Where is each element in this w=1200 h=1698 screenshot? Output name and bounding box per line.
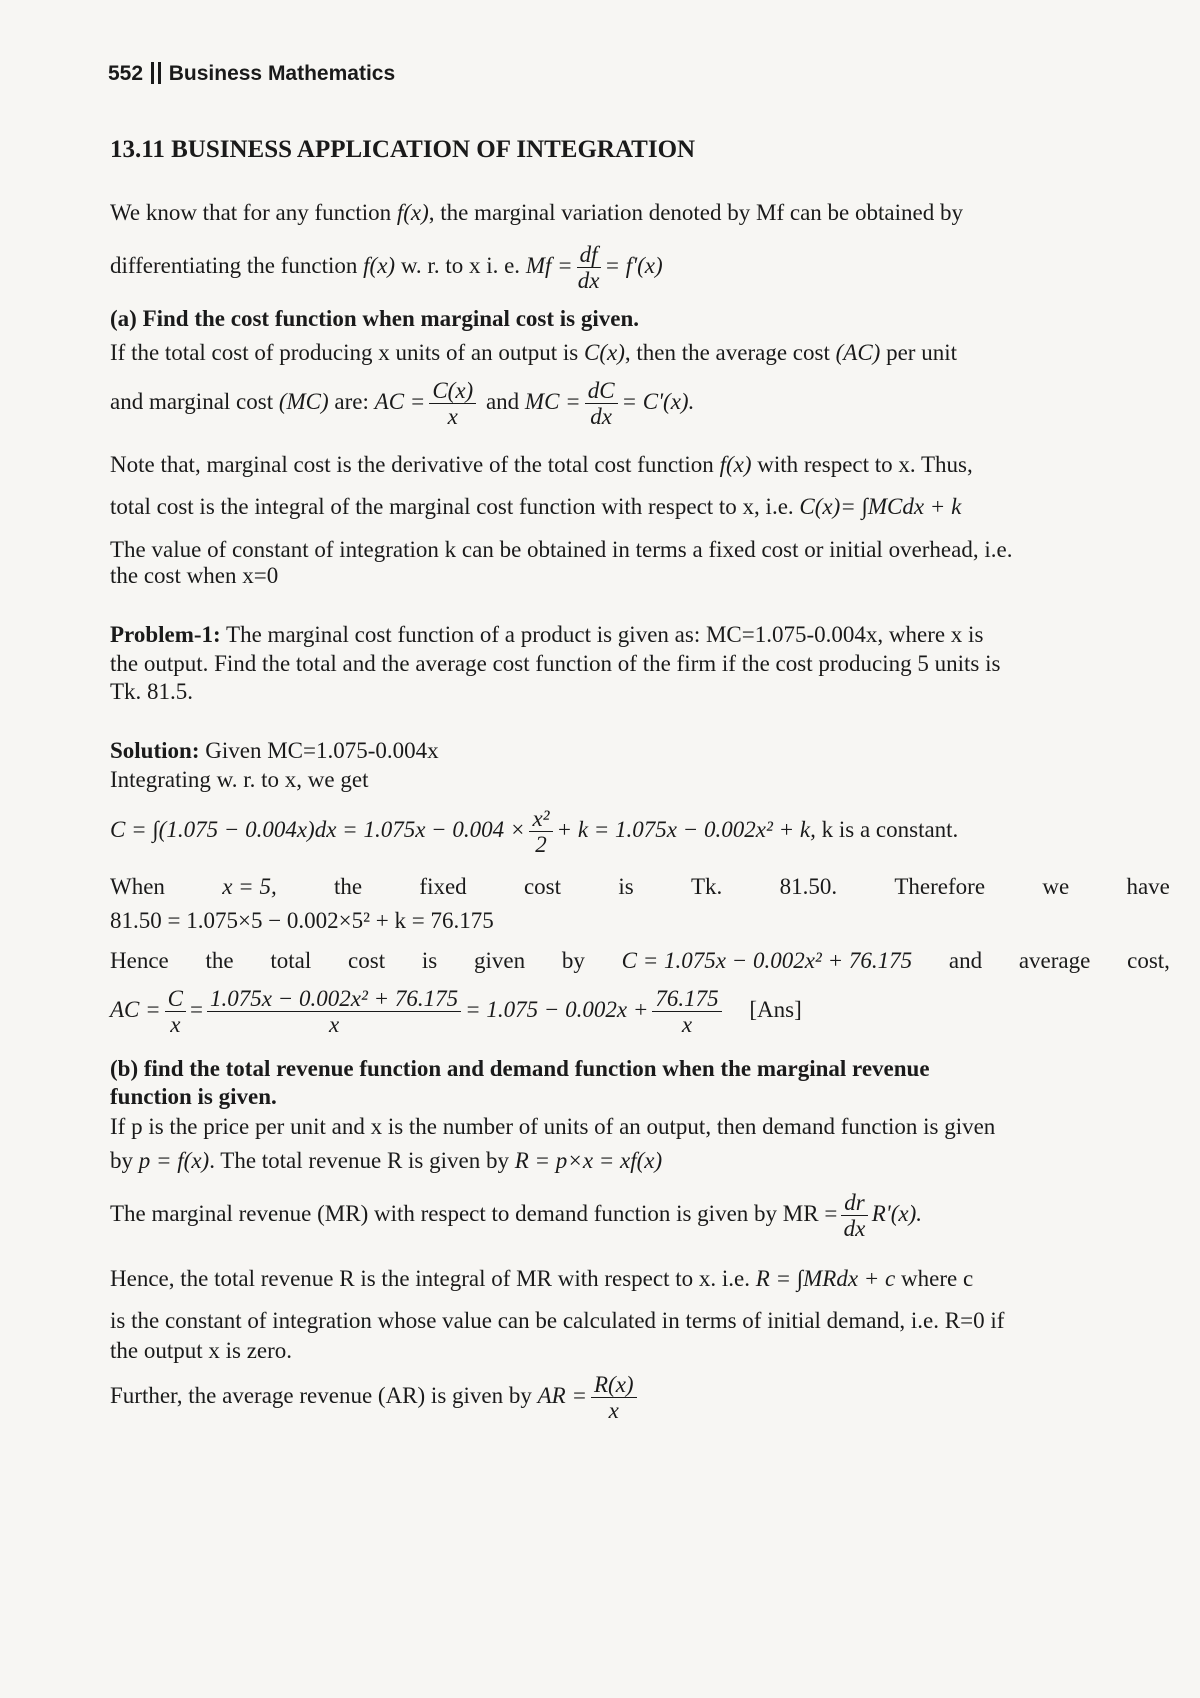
- hence-line: Hence the total cost is given by C = 1.075x − 0.002x² + 76.175 and average cost,: [110, 948, 1170, 973]
- part-a-note-2: total cost is the integral of the marginal cost function with respect to x, i.e. C(x)= ∫MCdx + k: [110, 494, 962, 519]
- header-divider: [158, 62, 161, 84]
- solution-line-2: Integrating w. r. to x, we get: [110, 767, 369, 792]
- total-cost-over-x: $\frac{\text{1.075x − 0.002x² + 76.175}}{x}$: [207, 986, 461, 1038]
- solution-label: Solution:: [110, 738, 200, 763]
- part-a-note-1: Note that, marginal cost is the derivative of the total cost function f(x) with respect to x. Thus,: [110, 452, 973, 477]
- cost-integral-formula: C(x)= ∫MCdx + k: [799, 494, 962, 519]
- problem-1-line-1: Problem-1: The marginal cost function of a product is given as: MC=1.075-0.004x, where x is: [110, 622, 984, 647]
- total-cost-function: C = 1.075x − 0.002x² + 76.175: [621, 948, 913, 973]
- marginal-cost-fraction: $\frac{dC}{dx}$: [585, 378, 618, 430]
- marginal-revenue-line: The marginal revenue (MR) with respect to demand function is given by MR = $\frac{dr}{dx}$ R'(x).: [110, 1190, 922, 1242]
- constant-line: is the constant of integration whose value can be calculated in terms of initial demand, i.e. R=0 if: [110, 1308, 1005, 1333]
- when-line: When x = 5, the fixed cost is Tk. 81.50. Therefore we have: [110, 874, 1170, 899]
- problem-1-line-2: the output. Find the total and the average cost function of the firm if the cost producing 5 units is: [110, 651, 1001, 676]
- part-b-line-1: If p is the price per unit and x is the number of units of an output, then demand function is given: [110, 1114, 996, 1139]
- fixed-cost-equation: 81.50 = 1.075×5 − 0.002×5² + k = 76.175: [110, 908, 494, 933]
- x-squared-over-two: $\frac{\text{x²}}{2}$: [529, 806, 552, 858]
- problem-1-line-3: Tk. 81.5.: [110, 679, 194, 704]
- average-revenue-line: Further, the average revenue (AR) is given by AR = $\frac{R(x)}{x}$: [110, 1372, 641, 1424]
- part-a-line-2: and marginal cost (MC) are: AC = $\frac{C(x)}{x}$ and MC = $\frac{dC}{dx}$ = C'(x).: [110, 378, 695, 430]
- part-a-note-3: The value of constant of integration k can be obtained in terms a fixed cost or initial overhead, i.e.: [110, 537, 1013, 562]
- part-a-line-1: If the total cost of producing x units of an output is C(x), then the average cost (AC) per unit: [110, 340, 957, 365]
- section-title: 13.11 BUSINESS APPLICATION OF INTEGRATION: [110, 136, 696, 163]
- solution-line-1: Solution: Given MC=1.075-0.004x: [110, 738, 439, 763]
- header-divider: [151, 62, 154, 84]
- derivative-fraction: $\frac{df}{dx}$: [577, 242, 600, 294]
- zero-output-line: the output x is zero.: [110, 1338, 293, 1363]
- running-header: [108, 62, 395, 86]
- integration-equation: C = ∫(1.075 − 0.004x)dx = 1.075x − 0.004 × $\frac{\text{x²}}{2}$ + k = 1.075x − 0.002x² + k, k is a constant.: [110, 806, 959, 858]
- average-cost-equation: AC = $\frac{C}{x}$ = $\frac{\text{1.075x − 0.002x² + 76.175}}{x}$ = 1.075 − 0.002x + $\frac{76.175}{x}$ [Ans]: [110, 986, 802, 1038]
- c-over-x: $\frac{C}{x}$: [165, 986, 186, 1038]
- problem-label: Problem-1:: [110, 622, 221, 647]
- part-a-heading: (a) Find the cost function when marginal cost is given.: [110, 306, 639, 331]
- intro-line-2: differentiating the function f(x) w. r. to x i. e. Mf = $\frac{df}{dx}$ = f'(x): [110, 242, 663, 294]
- book-title: Business Mathematics: [168, 62, 396, 85]
- part-b-heading-2: function is given.: [110, 1084, 277, 1109]
- part-b-heading-1: (b) find the total revenue function and demand function when the marginal revenue: [110, 1056, 930, 1081]
- constant-over-x: $\frac{76.175}{x}$: [652, 986, 721, 1038]
- rx-over-x: $\frac{R(x)}{x}$: [591, 1372, 637, 1424]
- part-b-line-2: by p = f(x). The total revenue R is given by R = p×x = xf(x): [110, 1148, 663, 1173]
- part-a-note-4: the cost when x=0: [110, 563, 279, 588]
- dr-over-dx: $\frac{dr}{dx}$: [841, 1190, 867, 1242]
- revenue-integral-line: Hence, the total revenue R is the integral of MR with respect to x. i.e. R = ∫MRdx + c where c: [110, 1266, 974, 1291]
- intro-line-1: We know that for any function f(x), the marginal variation denoted by Mf can be obtained by: [110, 200, 963, 225]
- page-number: 552: [108, 62, 144, 85]
- answer-marker: [Ans]: [749, 997, 802, 1023]
- average-cost-fraction: $\frac{C(x)}{x}$: [429, 378, 476, 430]
